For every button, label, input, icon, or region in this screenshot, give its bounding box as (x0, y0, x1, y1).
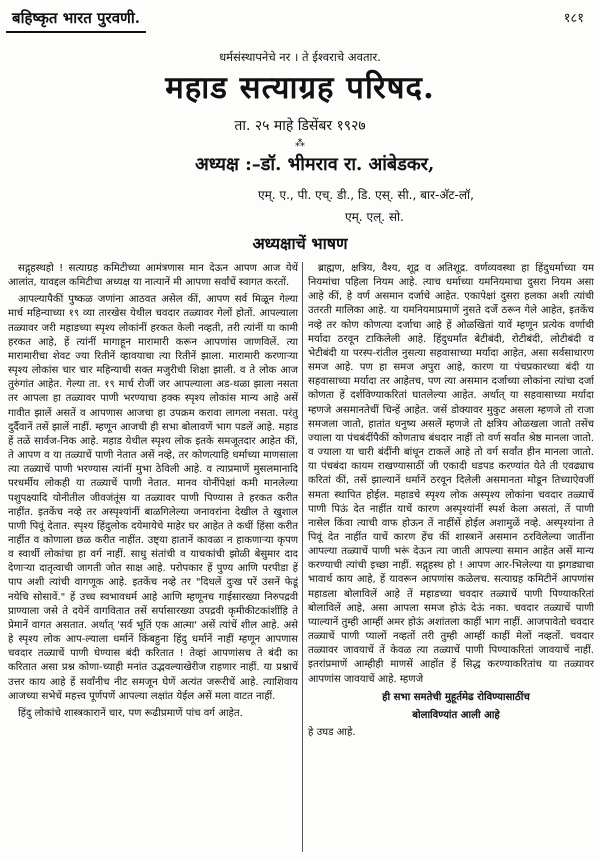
column-divider (302, 262, 303, 852)
closing-line-2: बोलाविण्यांत आली आहे (412, 709, 500, 721)
paragraph: सद्गृहस्थहो ! सत्याग्रह कमिटीच्या आमंत्रणास मान देऊन आपण आज येथें आलांत, यावद्दल कमिटीचा अध्यक्ष या नात्यानें मी आपणा सर्वांचें स्वागत करतों. (8, 263, 298, 289)
event-date: ता. २५ माहे डिसेंबर १९२७ (234, 118, 366, 134)
paragraph: आपल्यापैकीं पुष्कळ जणांना आठवत असेल कीं, आपण सर्व मिळून गेल्या मार्च महिन्याच्या १९ व्या तारखेस येथील चवदार तळ्यावर गेलों होतों. आपल्याला तळ्यावर जरी महाडच्या स्पृश्य लोकांनीं हरकत केली नव्हती, तरी त्यांनीं या कामी हरकत आहे, हें त्यांनीं मागाहून मारामारी करून आपणांस जाणविलें. त्या मारामारीचा शेवट ज्या रितीनें व्हावयाचा त्या रितीनें झाला. मारामारी करणाऱ्या स्पृश्य लोकांस चार चार महिन्याची सक्त मजुरीची शिक्षा झाली. व ते लोक आज तुरुंगांत आहेत. गेल्या ता. १९ मार्च रोजीं जर आपल्याला अड-थळा झाला नसता तर आपला हा तळ्यावर पाणी भरण्याचा हक्क स्पृश्य लोकांस मान्य आहे असें गावीत झालें असतें व आपणास आजचा हा उपक्रम करावा लागला नसता. परंतु दुर्दैवानें तसें झालें नाहीं. म्हणून आजची ही सभा बोलावणें भाग पडलें आहे. महाड हें तळें सार्वज-निक आहे. महाड येथील स्पृश्य लोक इतके समजूतदार आहेत कीं, ते आपण व या तळ्याचें पाणी नेतात असें नव्हे, तर कोणत्याहि धर्माच्या माणसाला त्या तळ्याचें पाणी भरण्यास त्यांनीं मुभा ठेविली आहे. व त्याप्रमाणें मुसलमानादि परधर्मीय लोकही या तळ्याचें पाणी नेतात. मानव योनींपेक्षां कमी मानलेल्या पशुपक्ष्यादि योनीतील जीवजंतूंस या तळ्यावर पाणी पिण्यास ते हरकत करीत नाहींत. इतकेंच नव्हे तर अस्पृश्यांनीं बाळगिलेल्या जनावरांना देखील ते खुशाल पाणी पिवूं देतात. स्पृश्य हिंदुलोक दयेमायेचे माहेर घर आहेत ते कधीं हिंसा करीत नाहींत व कोणाला छळ करीत नाहींत. उष्ट्या हातानें कावळा न हाकणाऱ्या कृपण व स्वार्थी लोकांचा हा वर्ग नाहीं. साधु संतांची व याचकांची झोळी बेसुमार दाद देणाऱ्या दातृत्वाची जागती जोत साक्ष आहे. परोपकार हें पुण्य आणि परपीडा हें पाप अशी त्यांची वागणूक आहे. इतकेंच नव्हे तर "दिधलें दुःख परें उसनें फेडूं नयेचि सोसावें." हें उच्च स्वभावधर्म आहे आणि म्हणूनच गाईसारख्या निरुपद्रवी प्राण्याला जसे ते दयेनें वागवितात तसें सर्पासारख्या उपद्रवी कृमीकीटकांशींहि ते प्रेमानें वागत असतात. अर्थात् 'सर्व भूतिं एक आत्मा' असें त्यांचें शील आहे. असे हे स्पृश्य लोक आप-ल्याला धर्मानें किंबहुना हिंदु धर्मानें नाहीं म्हणून आपणास चवदार तळ्याचें पाणी घेण्यास बंदी करितात ! तेव्हां आपणांसच ते बंदी का करितात असा प्रश्न कोणा-च्याही मनांत उद्भवल्याखेरीज राहणार नाहीं. या प्रश्नाचें उत्तर काय आहे हें सर्वांनीच नीट समजून घेणें अत्यंत जरूरीचें आहे. त्याशिवाय आजच्या सभेचें महत्त्व पूर्णपणें आपल्या लक्षांत येईल असें मला वाटत नाहीं. (8, 294, 298, 702)
page-title: महाड सत्याग्रह परिषद. (165, 70, 435, 106)
closing-line-1: ही सभा समतेची मुहूर्तमेढ रोविण्यासाठींच (382, 691, 530, 703)
approval-note: हे उघड आहे. (308, 726, 356, 738)
book-title: बहिष्कृत भारत पुरवणी. (6, 6, 146, 33)
president-degrees: एम्. ए., पी. एच्. डी., डि. एस्. सी., बार-अ‍ॅट-लॉ, (258, 188, 474, 202)
president-degrees-extra: एम्. एल्. सो. (345, 210, 404, 224)
right-column (308, 262, 594, 857)
page-number: १८१ (563, 11, 584, 26)
motto: धर्मसंस्थापनेचे नर । ते ईश्वराचे अवतार. (219, 50, 381, 64)
left-column (8, 262, 298, 857)
ornament-divider: ⁂ (295, 138, 305, 149)
paragraph: ब्राह्मण, क्षत्रिय, वैश्य, शूद्र व अतिशूद्र. वर्णव्यवस्था हा हिंदुधर्माच्या यम नियमांचा पहिला नियम आहे. त्याच धर्माच्या यमनियमाचा दुसरा नियम असा आहे कीं, हे वर्ण असमान दर्जाचे आहेत. एकापेक्षां दुसरा हलका अशी त्यांची उतरती मालिका आहे. या यमनियमाप्रमाणें नुसते दर्जे ठरून गेले आहेत, इतकेंच नव्हे तर कोण कोणत्या दर्जाचा आहे हें ओळखितां यावें म्हणून प्रत्येक वर्णाची मर्यादा ठरवून टाकिलेली आहे. हिंदुधर्मांत बेटीबंदी, रोटीबंदी, लोटीबंदी व भेटीबंदी या परस्प-रांतील नुसत्या सहवासाच्या मर्यादा आहेत, असा सर्वसाधारण समज आहे. पण हा समज अपुरा आहे, कारण या पंचप्रकारच्या बंदी या सहवासाच्या मर्यादा तर आहेतच, पण त्या असमान दर्जाच्या लोकांना त्यांचा दर्जा कोणता हें दर्शविण्याकरितां घातलेल्या आहेत. अर्थात् या सहवासाच्या मर्यादा म्हणजे असमानतेचीं चिन्हें आहेत. जसें डोक्यावर मुकुट असला म्हणजे तो राजा समजला जातो, हातांत धनुष्य असलें म्हणजे तो क्षत्रिय ओळखला जातो तसेंच ज्याला या पंचबंदींपैकीं कोणताच बंधदार नाहीं तो वर्ण सर्वांत श्रेष्ठ मानला जातो. व ज्याला या चारी बंदींनी बांधून टाकलें आहे तो वर्ग सर्वांत हीन मानला जातो. या पंचबंदा कायम राखण्यासाठीं जी एकादी धडपड करण्यांत येते ती एवढ्याच करितां कीं, तसें झाल्यानें धर्मानें ठरवून दिलेली असमानता मोडून तिच्याऐवजीं समता स्थापित होईल. महाडचे स्पृश्य लोक अस्पृश्य लोकांना चवदार तळ्याचें पाणी पिऊं देत नाहींत याचें कारण अस्पृश्यांनीं स्पर्श केला असतां, तें पाणी नासेल किंवा त्याची वाफ होऊन तें नाहींसें होईल अशामुळें नव्हे. अस्पृश्यांना ते पिवूं देत नाहींत याचें कारण हेंच कीं शास्त्रानें असमान ठरविलेल्या जातींना आपल्या तळ्याचें पाणी भरूं देऊन त्या जाती आपल्या समान आहेत असें मान्य करण्याची त्यांची इच्छा नाहीं. सद्गृहस्थ हो ! आपण आर-भिलेल्या या झगड्याचा भावार्थ काय आहे, हें यावरून आपणांस कळेलच. सत्याग्रह कमिटीनें आपणांस महाडला बोलाविलें आहे तें महाडच्या चवदार तळ्याचें पाणी पिण्याकरितां बोलाविलें आहे, असा आपला समज होऊं देऊं नका. चवदार तळ्याचें पाणी प्याल्यानें तुम्ही आम्हीं अमर होऊं अशांतला काहीं भाग नाहीं. आजपावेतो चवदार तळ्याचें पाणी प्यालों नव्हतों तरी तुम्ही आम्हीं काहीं मेलों नव्हतों. चवदार तळ्यावर जावयाचें तें केवळ त्या तळ्याचें पाणी पिण्याकरितां जावयाचें नाहीं. इतरांप्रमाणें आम्हीही माणसें आहोंत हें सिद्ध करण्याकरितांच या तळ्यावर आपणांस जावयाचें आहे. म्हणजे (308, 263, 594, 685)
speech-heading: अध्यक्षाचें भाषण (252, 234, 348, 253)
president-name: अध्यक्ष :–डॉ. भीमराव रा. आंबेडकर, (195, 154, 435, 175)
paragraph: हिंदु लोकांचे शास्त्रकारानें चार, पण रूढीप्रमाणें पांच वर्ग आहेत. (18, 707, 243, 719)
